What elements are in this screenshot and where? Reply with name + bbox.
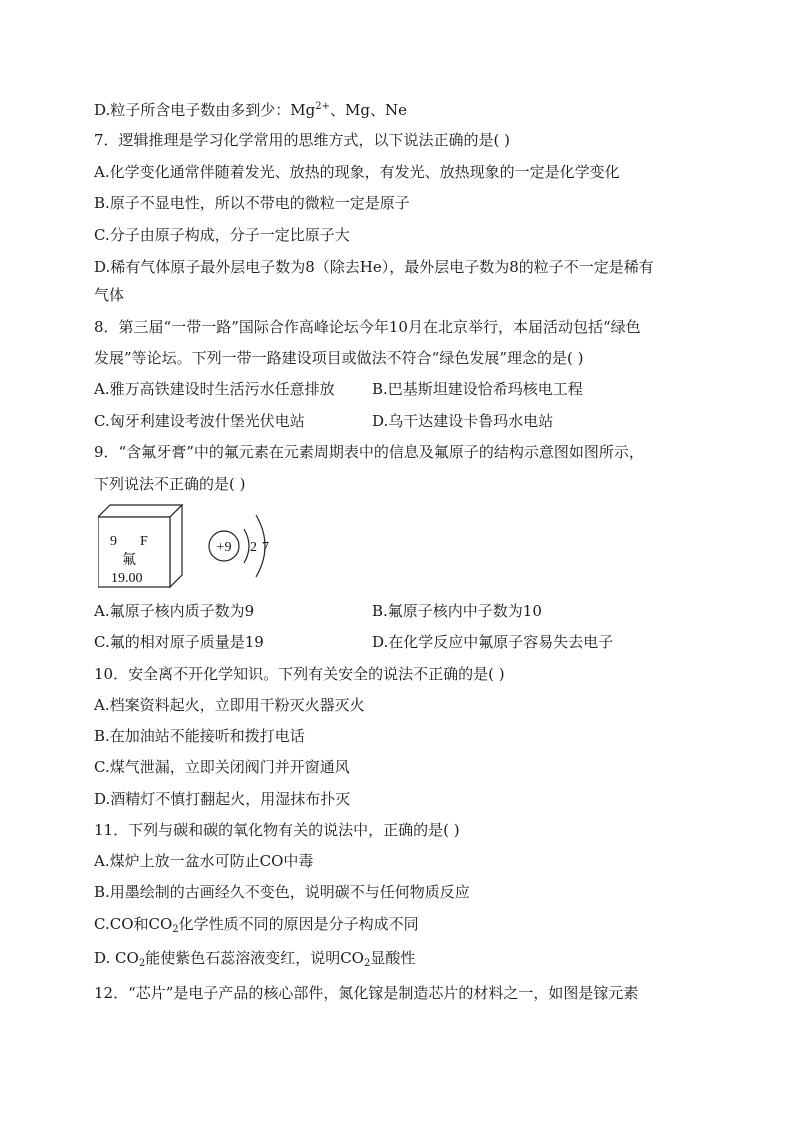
q9-option-a: A.氟原子核内质子数为9 [94,602,255,620]
q9-stem-line1: 9．“含氟牙膏”中的氟元素在元素周期表中的信息及氟原子的结构示意图如图所示， [94,443,644,461]
q11-d-text-1: D. CO [94,949,139,967]
q10-stem: 10．安全离不开化学知识。下列有关安全的说法不正确的是( ) [94,665,505,683]
q10-option-b: B.在加油站不能接听和拨打电话 [94,727,305,745]
q7-option-b: B.原子不显电性，所以不带电的微粒一定是原子 [94,194,410,212]
q11-c-text-2: 化学性质不同的原因是分子构成不同 [178,915,419,933]
atomic-number: 9 [110,534,117,549]
q6-option-d-mg: Mg [345,101,370,119]
q8-option-b: B.巴基斯坦建设恰希玛核电工程 [372,380,583,398]
q11-c-text-1: C.CO和CO [94,915,173,933]
q6-sep-1: 、 [329,101,345,119]
shell-1-electrons: 2 [250,540,257,555]
q7-option-a: A.化学变化通常伴随着发光、放热的现象，有发光、放热现象的一定是化学变化 [94,163,620,181]
q9-figure [98,503,278,593]
q10-option-a: A.档案资料起火，立即用干粉灭火器灭火 [94,696,365,714]
q9-stem-line2: 下列说法不正确的是( ) [94,475,246,493]
q7-option-d-line2: 气体 [94,286,125,304]
q8-option-a: A.雅万高铁建设时生活污水任意排放 [94,380,335,398]
q8-option-c: C.匈牙利建设考波什堡光伏电站 [94,412,305,430]
q6-option-d [94,97,407,120]
q7-option-d-line1: D.稀有气体原子最外层电子数为8（除去He），最外层电子数为8的粒子不一定是稀有 [94,258,654,276]
q11-d-subscript-1: 2 [138,958,146,969]
q11-d-subscript-2: 2 [363,958,371,969]
element-name: 氟 [122,552,136,568]
q6-option-d-mg2-charge: 2+ [315,101,330,112]
q9-option-d: D.在化学反应中氟原子容易失去电子 [372,633,614,651]
q10-option-d: D.酒精灯不慎打翻起火，用湿抹布扑灭 [94,790,351,808]
q8-stem-line2: 发展”等论坛。下列一带一路建设项目或做法不符合“绿色发展”理念的是( ) [94,349,584,367]
q6-option-d-mg2: Mg [290,101,316,119]
q11-stem: 11．下列与碳和碳的氧化物有关的说法中，正确的是( ) [94,821,460,839]
q11-d-text-3: 显酸性 [370,949,416,967]
shell-2-electrons: 7 [262,540,269,555]
q11-option-c [94,914,419,940]
q6-option-d-ne: Ne [384,101,407,119]
q9-option-b: B.氟原子核内中子数为10 [372,602,542,620]
q12-stem-line1: 12．“芯片”是电子产品的核心部件，氮化镓是制造芯片的材料之一，如图是镓元素 [94,984,639,1002]
q10-option-c: C.煤气泄漏，立即关闭阀门并开窗通风 [94,758,350,776]
q7-option-c: C.分子由原子构成，分子一定比原子大 [94,226,350,244]
q8-stem-line1: 8．第三届“一带一路”国际合作高峰论坛今年10月在北京举行，本届活动包括“绿色 [94,318,641,336]
fluorine-element-diagram [98,503,278,593]
q6-option-d-prefix: D.粒子所含电子数由多到少： [94,101,291,119]
element-symbol: F [140,534,148,549]
q11-d-text-2: 能使紫色石蕊溶液变红，说明CO [145,949,364,967]
q7-stem: 7．逻辑推理是学习化学常用的思维方式，以下说法正确的是( ) [94,131,511,149]
cube-side-face [170,505,182,587]
q9-option-c: C.氟的相对原子质量是19 [94,633,264,651]
electron-shell-1-arc [244,529,249,563]
q11-c-subscript: 2 [172,924,179,935]
nucleus-charge: +9 [216,540,232,555]
q6-sep-2: 、 [369,101,385,119]
q11-option-a: A.煤炉上放一盆水可防止CO中毒 [94,852,314,870]
q11-option-d [94,948,415,974]
q8-option-d: D.乌干达建设卡鲁玛水电站 [372,412,554,430]
cube-top-face [98,505,182,517]
atomic-mass: 19.00 [111,571,143,586]
q11-option-b: B.用墨绘制的古画经久不变色，说明碳不与任何物质反应 [94,883,470,901]
